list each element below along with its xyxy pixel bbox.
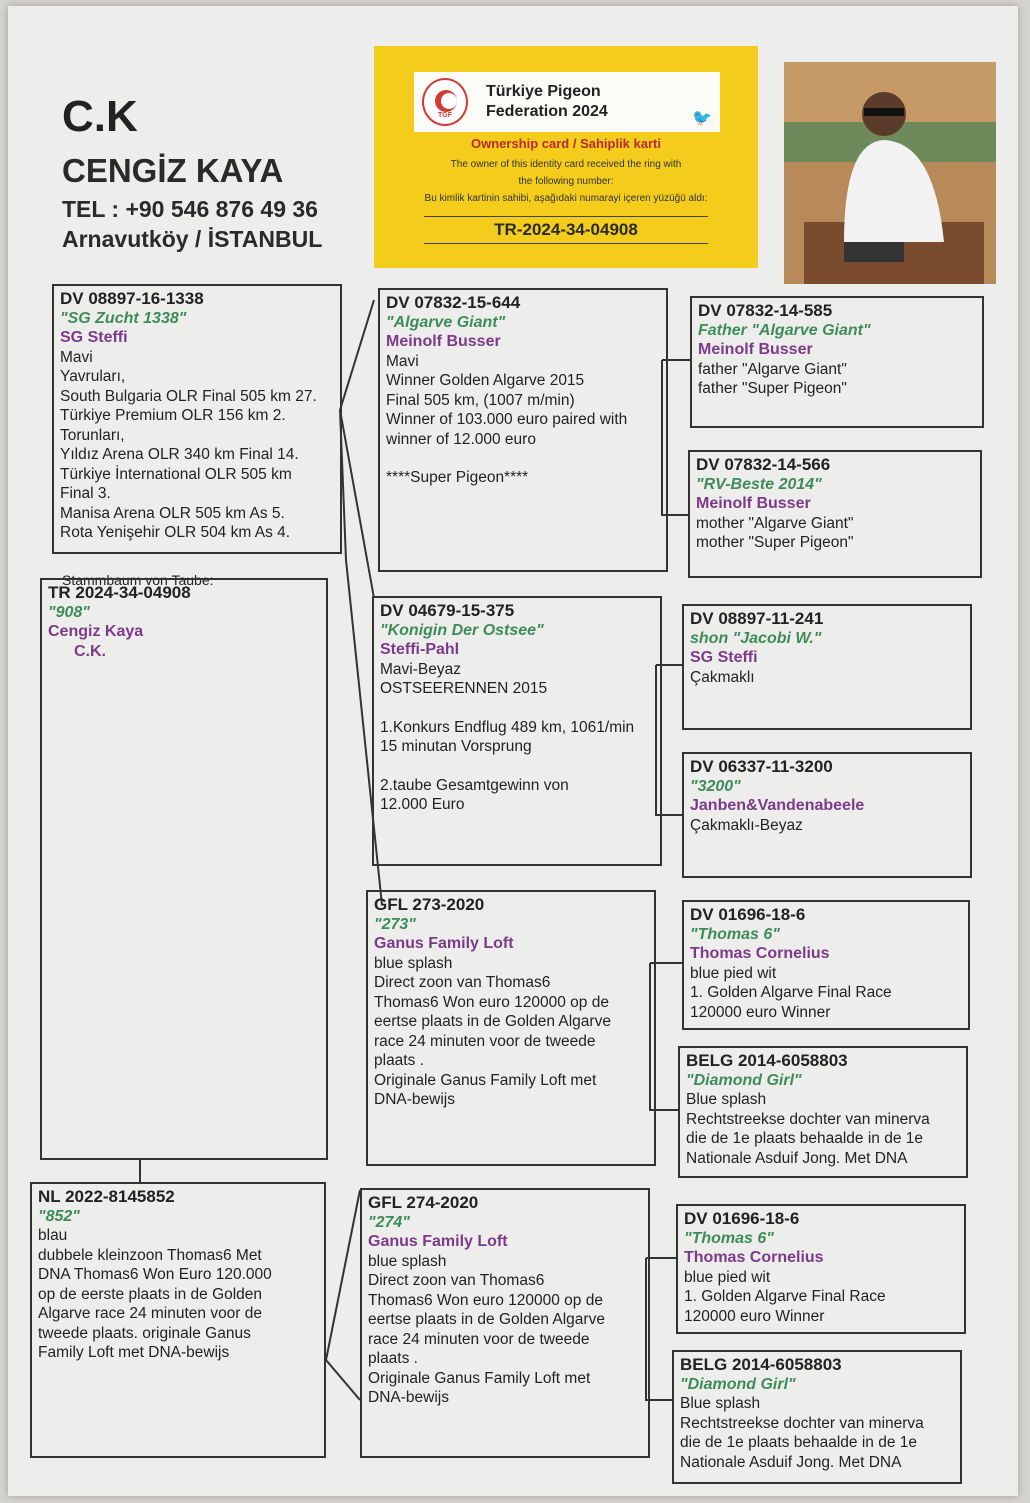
pedigree-box-sds bbox=[682, 604, 972, 730]
ownership-card bbox=[374, 46, 758, 268]
detail-line: Çakmaklı bbox=[690, 668, 755, 686]
pedigree-box-dam bbox=[30, 1182, 326, 1458]
detail-line: 1. Golden Algarve Final Race bbox=[684, 1288, 886, 1305]
detail-line: Direct zoon van Thomas6 bbox=[374, 974, 551, 991]
detail-line: Blue splash bbox=[686, 1091, 767, 1108]
ring-number: DV 08897-16-1338 bbox=[60, 289, 204, 308]
breeder: SG Steffi bbox=[690, 649, 758, 666]
pigeon-name: "SG Zucht 1338" bbox=[60, 309, 187, 327]
breeder: Meinolf Busser bbox=[386, 333, 501, 350]
spacer bbox=[386, 449, 660, 468]
detail-line: Final 3. bbox=[60, 485, 111, 502]
breeder: Cengiz Kaya bbox=[48, 623, 144, 640]
pedigree-box-sire-sire bbox=[378, 288, 668, 572]
detail-line: mother "Super Pigeon" bbox=[696, 534, 854, 551]
detail-line: Yıldız Arena OLR 340 km Final 14. bbox=[60, 446, 299, 463]
detail-line: Algarve race 24 minuten voor de bbox=[38, 1305, 263, 1322]
pigeon-name: "RV-Beste 2014" bbox=[696, 475, 822, 493]
detail-line: Çakmaklı-Beyaz bbox=[690, 816, 803, 834]
detail-line: Rota Yenişehir OLR 504 km As 4. bbox=[60, 524, 291, 541]
pigeon-name: "Diamond Girl" bbox=[680, 1375, 796, 1393]
owner-photo bbox=[784, 62, 996, 284]
detail-line: plaats . bbox=[374, 1052, 424, 1069]
pigeon-name: "Konigin Der Ostsee" bbox=[380, 621, 544, 639]
pedigree-box-sire bbox=[52, 284, 342, 554]
pedigree-box-sss bbox=[690, 296, 984, 428]
detail-line: blue pied wit bbox=[690, 964, 777, 982]
pigeon-icon: 🐦 bbox=[692, 110, 712, 127]
detail-line: ****Super Pigeon**** bbox=[386, 469, 529, 486]
card-text: The owner of this identity card received the ring with the following number: Bu kimlik kartinin sahibi, aşağıdaki numarayi içeren yüzüğü aldı: bbox=[424, 159, 708, 204]
spacer bbox=[380, 699, 654, 718]
detail-line: Final 505 km, (1007 m/min) bbox=[386, 391, 575, 409]
detail-line: DNA-bewijs bbox=[374, 1091, 455, 1108]
pedigree-box-dss bbox=[682, 900, 970, 1030]
owner-phone: TEL : +90 546 876 49 36 bbox=[62, 196, 318, 222]
detail-line: Türkiye İnternational OLR 505 km bbox=[60, 465, 292, 483]
detail-line: tweede plaats. originale Ganus bbox=[38, 1324, 251, 1342]
detail-line: Direct zoon van Thomas6 bbox=[368, 1272, 545, 1289]
detail-line: Blue splash bbox=[680, 1395, 761, 1412]
pigeon-name: "852" bbox=[38, 1207, 80, 1225]
pigeon-name: "Thomas 6" bbox=[684, 1229, 774, 1247]
pedigree-box-dam-dam bbox=[360, 1188, 650, 1458]
pedigree-box-ssd bbox=[688, 450, 982, 578]
detail-line: Winner Golden Algarve 2015 bbox=[386, 372, 585, 389]
breeder: Meinolf Busser bbox=[696, 495, 811, 512]
detail-line: die de 1e plaats behaalde in de 1e bbox=[686, 1130, 924, 1147]
pigeon-name: "274" bbox=[368, 1213, 410, 1231]
pedigree-label: Stammbaum von Taube: bbox=[58, 572, 218, 588]
detail-line: 120000 euro Winner bbox=[690, 1003, 831, 1021]
detail-line: Nationale Asduif Jong. Met DNA bbox=[686, 1149, 908, 1167]
detail-line: mother "Algarve Giant" bbox=[696, 514, 854, 532]
card-ring-number: TR-2024-34-04908 bbox=[424, 216, 708, 244]
pigeon-name: "Algarve Giant" bbox=[386, 313, 506, 331]
detail-line: DNA Thomas6 Won Euro 120.000 bbox=[38, 1266, 272, 1283]
pigeon-name: "273" bbox=[374, 915, 416, 933]
detail-line: 1.Konkurs Endflug 489 km, 1061/min bbox=[380, 718, 635, 736]
detail-line: father "Algarve Giant" bbox=[698, 360, 847, 378]
detail-line: 2.taube Gesamtgewinn von bbox=[380, 776, 569, 794]
detail-line: Winner of 103.000 euro paired with bbox=[386, 411, 628, 428]
detail-line: DNA-bewijs bbox=[368, 1389, 449, 1406]
detail-line: Yavruları, bbox=[60, 368, 126, 385]
pigeon-name: "Diamond Girl" bbox=[686, 1071, 802, 1089]
detail-line: Nationale Asduif Jong. Met DNA bbox=[680, 1453, 902, 1471]
detail-line: Mavi-Beyaz bbox=[380, 660, 461, 678]
detail-line: race 24 minuten voor de tweede bbox=[368, 1330, 590, 1348]
detail-line: eertse plaats in de Golden Algarve bbox=[368, 1311, 605, 1328]
pedigree-box-dam-sire bbox=[366, 890, 656, 1166]
owner-city: Arnavutköy / İSTANBUL bbox=[62, 226, 323, 252]
pigeon-name: "Thomas 6" bbox=[690, 925, 780, 943]
ring-number: DV 04679-15-375 bbox=[380, 601, 515, 620]
detail-line: Rechtstreekse dochter van minerva bbox=[686, 1110, 930, 1128]
pigeon-name: Father "Algarve Giant" bbox=[698, 321, 871, 339]
detail-line: blue splash bbox=[374, 954, 453, 972]
detail-line: OSTSEERENNEN 2015 bbox=[380, 680, 548, 697]
detail-line: dubbele kleinzoon Thomas6 Met bbox=[38, 1246, 262, 1264]
breeder: Meinolf Busser bbox=[698, 341, 813, 358]
ring-number: BELG 2014-6058803 bbox=[680, 1355, 842, 1374]
detail-line: Torunları, bbox=[60, 426, 125, 444]
owner-name: CENGİZ KAYA bbox=[62, 152, 284, 189]
breeder: Ganus Family Loft bbox=[374, 935, 514, 952]
spacer bbox=[380, 757, 654, 776]
card-header bbox=[414, 72, 720, 132]
federation-logo-icon: TGF bbox=[422, 78, 468, 126]
detail-line: race 24 minuten voor de tweede bbox=[374, 1032, 596, 1050]
detail-line: die de 1e plaats behaalde in de 1e bbox=[680, 1434, 918, 1451]
breeder: Janben&Vandenabeele bbox=[690, 797, 865, 814]
detail-line: Rechtstreekse dochter van minerva bbox=[680, 1414, 924, 1432]
detail-line: winner of 12.000 euro bbox=[386, 430, 536, 448]
ring-number: DV 01696-18-6 bbox=[684, 1209, 800, 1228]
pedigree-box-dsd bbox=[678, 1046, 968, 1178]
detail-line: Originale Ganus Family Loft met bbox=[368, 1369, 591, 1387]
detail-line: 120000 euro Winner bbox=[684, 1307, 825, 1325]
detail-line: Mavi bbox=[386, 352, 419, 370]
breeder: Ganus Family Loft bbox=[368, 1233, 508, 1250]
detail-line: 1. Golden Algarve Final Race bbox=[690, 984, 892, 1001]
detail-line: Originale Ganus Family Loft met bbox=[374, 1071, 597, 1089]
breeder: Thomas Cornelius bbox=[690, 945, 830, 962]
ring-number: DV 07832-15-644 bbox=[386, 293, 521, 312]
detail-line: 12.000 Euro bbox=[380, 796, 465, 813]
detail-line: 15 minutan Vorsprung bbox=[380, 738, 532, 755]
detail-line: South Bulgaria OLR Final 505 km 27. bbox=[60, 387, 317, 405]
pedigree-box-dds bbox=[676, 1204, 966, 1334]
ring-number: GFL 273-2020 bbox=[374, 895, 485, 914]
ring-number: DV 08897-11-241 bbox=[690, 609, 824, 628]
detail-line: father "Super Pigeon" bbox=[698, 380, 847, 397]
pigeon-name: "3200" bbox=[690, 777, 741, 795]
ring-number: NL 2022-8145852 bbox=[38, 1187, 175, 1206]
detail-line: Thomas6 Won euro 120000 op de bbox=[374, 993, 609, 1011]
detail-line: Manisa Arena OLR 505 km As 5. bbox=[60, 504, 285, 522]
pedigree-box-subject bbox=[40, 578, 328, 1160]
federation-name: Türkiye Pigeon Federation 2024 bbox=[486, 83, 608, 120]
ring-number: DV 01696-18-6 bbox=[690, 905, 806, 924]
detail-line: op de eerste plaats in de Golden bbox=[38, 1285, 263, 1303]
detail-line: Mavi bbox=[60, 348, 93, 366]
detail-line: Thomas6 Won euro 120000 op de bbox=[368, 1291, 603, 1309]
ring-number: DV 07832-14-585 bbox=[698, 301, 833, 320]
owner-initials: C.K bbox=[62, 92, 138, 141]
detail-line: blue splash bbox=[368, 1252, 447, 1270]
breeder: Steffi-Pahl bbox=[380, 641, 460, 658]
detail-line: eertse plaats in de Golden Algarve bbox=[374, 1013, 611, 1030]
detail-line: Türkiye Premium OLR 156 km 2. bbox=[60, 407, 286, 424]
pigeon-name: shon "Jacobi W." bbox=[690, 629, 822, 647]
detail-line: plaats . bbox=[368, 1350, 418, 1367]
ring-number: BELG 2014-6058803 bbox=[686, 1051, 848, 1070]
breeder-initials: C.K. bbox=[74, 642, 106, 660]
ring-number: TR 2024-34-04908 bbox=[48, 583, 191, 602]
pigeon-name: "908" bbox=[48, 603, 90, 621]
pedigree-box-sire-dam bbox=[372, 596, 662, 866]
ring-number: DV 07832-14-566 bbox=[696, 455, 831, 474]
card-title: Ownership card / Sahiplik karti bbox=[470, 136, 661, 151]
detail-line: blue pied wit bbox=[684, 1268, 771, 1286]
ring-number: GFL 274-2020 bbox=[368, 1193, 479, 1212]
detail-line: Family Loft met DNA-bewijs bbox=[38, 1344, 230, 1361]
pedigree-box-ddd bbox=[672, 1350, 962, 1484]
breeder: SG Steffi bbox=[60, 329, 128, 346]
detail-line: blau bbox=[38, 1227, 68, 1244]
breeder: Thomas Cornelius bbox=[684, 1249, 824, 1266]
ring-number: DV 06337-11-3200 bbox=[690, 757, 833, 776]
pedigree-box-sdd bbox=[682, 752, 972, 878]
